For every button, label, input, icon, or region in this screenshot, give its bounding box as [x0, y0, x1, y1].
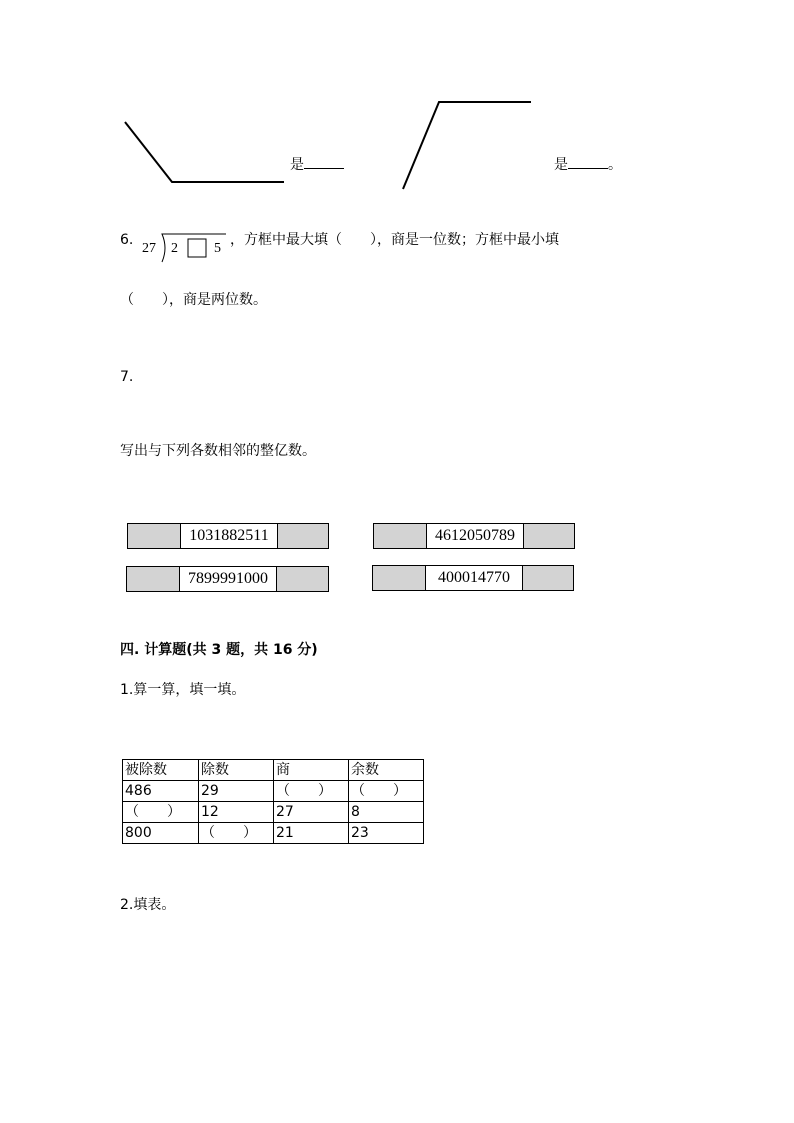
lower-hundred-million-blank[interactable] [374, 524, 426, 548]
number-value: 7899991000 [179, 567, 277, 591]
left-angle-blank[interactable] [304, 154, 344, 169]
table-cell-blank[interactable]: （ ） [349, 781, 424, 802]
header-dividend: 被除数 [123, 760, 199, 781]
obtuse-angle-figure [125, 122, 284, 182]
table-cell: 8 [349, 802, 424, 823]
table-cell: 29 [199, 781, 274, 802]
q6-text-line1: ，方框中最大填（ ），商是一位数；方框中最小填 [230, 232, 559, 248]
table-cell: 12 [199, 802, 274, 823]
number-box-4 [372, 565, 574, 591]
header-quotient: 商 [274, 760, 349, 781]
upper-hundred-million-blank[interactable] [524, 524, 574, 548]
lower-hundred-million-blank[interactable] [127, 567, 179, 591]
q6-number: 6. [120, 232, 134, 248]
q6-text-line2: （ ），商是两位数。 [120, 292, 267, 308]
number-value: 1031882511 [180, 524, 278, 548]
missing-digit-box [188, 239, 206, 257]
calc1-title: 1.算一算，填一填。 [120, 682, 246, 698]
table-cell-blank[interactable]: （ ） [199, 823, 274, 844]
table-cell-blank[interactable]: （ ） [123, 802, 199, 823]
table-header-row [123, 760, 424, 781]
left-angle-answer [290, 154, 344, 173]
table-cell: 486 [123, 781, 199, 802]
right-angle-answer [554, 154, 622, 173]
lower-hundred-million-blank[interactable] [128, 524, 180, 548]
upper-hundred-million-blank[interactable] [278, 524, 328, 548]
left-angle-label: 是 [290, 157, 304, 173]
right-angle-blank[interactable] [568, 154, 608, 169]
number-box-2 [373, 523, 575, 549]
header-remainder: 余数 [349, 760, 424, 781]
acute-angle-figure [403, 102, 531, 189]
number-box-3 [126, 566, 329, 592]
q7-number: 7. [120, 369, 134, 385]
table-row [123, 781, 424, 802]
upper-hundred-million-blank[interactable] [523, 566, 573, 590]
division-divisor: 27 [142, 241, 156, 256]
division-table [122, 759, 424, 844]
upper-hundred-million-blank[interactable] [277, 567, 328, 591]
number-value: 4612050789 [426, 524, 524, 548]
number-value: 400014770 [425, 566, 523, 590]
table-row [123, 823, 424, 844]
table-row [123, 802, 424, 823]
table-cell-blank[interactable]: （ ） [274, 781, 349, 802]
division-dividend-last: 5 [214, 241, 221, 256]
lower-hundred-million-blank[interactable] [373, 566, 425, 590]
table-cell: 23 [349, 823, 424, 844]
number-box-1 [127, 523, 329, 549]
header-divisor: 除数 [199, 760, 274, 781]
calc2-title: 2.填表。 [120, 897, 176, 913]
division-dividend-first: 2 [171, 241, 178, 256]
right-angle-end: 。 [608, 157, 622, 173]
table-cell: 800 [123, 823, 199, 844]
section-heading: 四. 计算题(共 3 题，共 16 分) [120, 642, 318, 658]
table-cell: 27 [274, 802, 349, 823]
right-angle-label: 是 [554, 157, 568, 173]
table-cell: 21 [274, 823, 349, 844]
q7-instruction: 写出与下列各数相邻的整亿数。 [120, 443, 316, 459]
angle-figures [0, 0, 794, 220]
